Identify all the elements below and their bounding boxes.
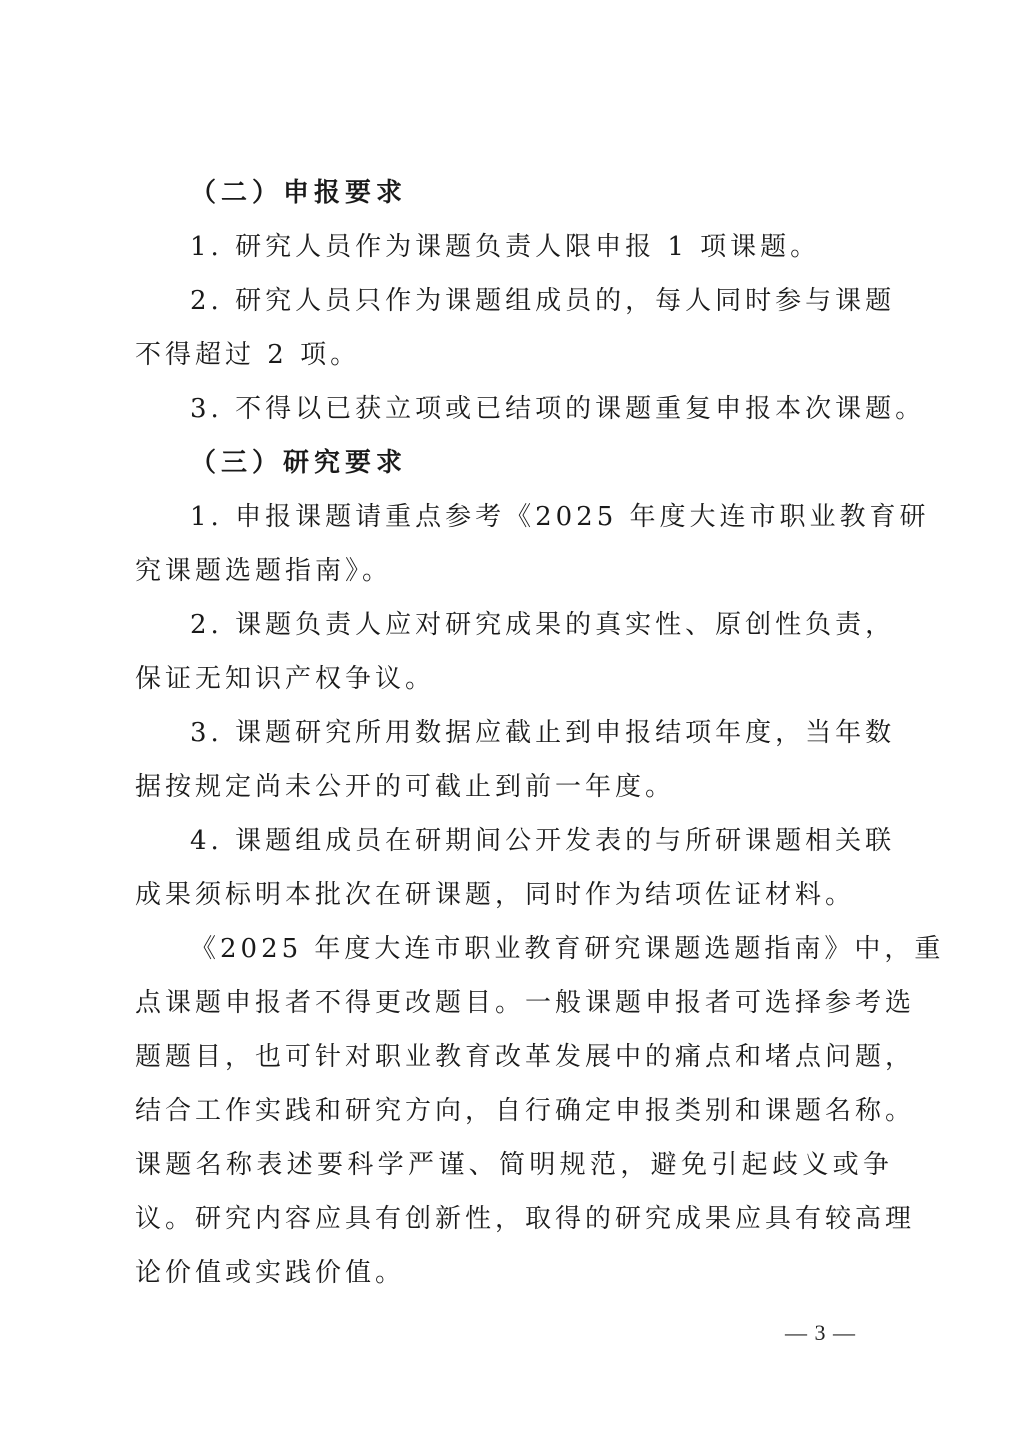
section-heading-research-requirements: （三）研究要求 bbox=[190, 448, 408, 478]
closing-paragraph bbox=[135, 922, 945, 1300]
paragraph-line: 点课题申报者不得更改题目。一般课题申报者可选择参考选 bbox=[135, 988, 916, 1018]
paragraph-line: 3. 课题研究所用数据应截止到申报结项年度，当年数 bbox=[190, 718, 896, 748]
paragraph-line: 究课题选题指南》。 bbox=[135, 556, 393, 586]
s3-item-4 bbox=[135, 814, 896, 922]
paragraph-line: 2. 研究人员只作为课题组成员的，每人同时参与课题 bbox=[190, 286, 896, 316]
paragraph-line: 2. 课题负责人应对研究成果的真实性、原创性负责， bbox=[190, 610, 896, 640]
document-body bbox=[135, 166, 945, 1300]
section-heading-application-requirements: （二）申报要求 bbox=[190, 178, 408, 208]
paragraph-line: 《2025 年度大连市职业教育研究课题选题指南》中，重 bbox=[190, 934, 945, 964]
paragraph-line: 1. 申报课题请重点参考《2025 年度大连市职业教育研 bbox=[190, 502, 930, 532]
s2-item-2 bbox=[135, 274, 896, 382]
s3-item-1 bbox=[135, 490, 930, 598]
paragraph-line: 课题名称表述要科学严谨、简明规范，避免引起歧义或争 bbox=[135, 1150, 893, 1180]
paragraph-line: 3. 不得以已获立项或已结项的课题重复申报本次课题。 bbox=[190, 394, 926, 424]
paragraph-line: 题题目，也可针对职业教育改革发展中的痛点和堵点问题， bbox=[135, 1042, 916, 1072]
paragraph-line: 议。研究内容应具有创新性，取得的研究成果应具有较高理 bbox=[135, 1204, 916, 1234]
paragraph-line: 保证无知识产权争议。 bbox=[135, 664, 436, 694]
s2-item-3 bbox=[135, 382, 926, 436]
s2-item-1 bbox=[135, 220, 893, 274]
s3-item-2 bbox=[135, 598, 896, 706]
paragraph-line: 据按规定尚未公开的可截止到前一年度。 bbox=[135, 772, 676, 802]
page-number: — 3 — bbox=[785, 1320, 856, 1345]
paragraph-line: 结合工作实践和研究方向，自行确定申报类别和课题名称。 bbox=[135, 1096, 916, 1126]
paragraph-line: 4. 课题组成员在研期间公开发表的与所研课题相关联 bbox=[190, 826, 896, 856]
s3-item-3 bbox=[135, 706, 896, 814]
paragraph-line: 成果须标明本批次在研课题，同时作为结项佐证材料。 bbox=[135, 880, 856, 910]
paragraph-line: 论价值或实践价值。 bbox=[135, 1258, 406, 1288]
paragraph-line: 不得超过 2 项。 bbox=[135, 340, 361, 370]
paragraph-line: 1. 研究人员作为课题负责人限申报 1 项课题。 bbox=[190, 232, 821, 262]
